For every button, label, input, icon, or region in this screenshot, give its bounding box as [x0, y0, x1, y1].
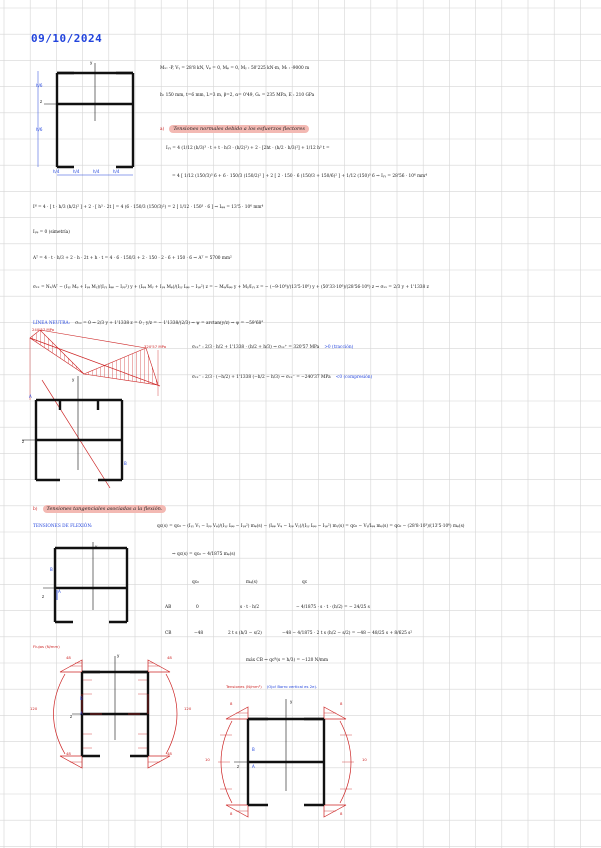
axis-y-label: y: [90, 60, 93, 65]
point-b-label: B: [124, 461, 127, 466]
point-a-label: A: [58, 589, 61, 594]
table-header: mᵩ(s): [246, 580, 258, 585]
tension-value: 10: [362, 757, 367, 762]
axis-y-label: y: [72, 377, 75, 382]
sigma-max-compression: [192, 365, 372, 381]
axis-z-label: z: [22, 439, 25, 444]
table-row-mz: 2 t s (h/3 − s/2): [228, 631, 262, 636]
section-b-heading: Tensiones tangenciales asociadas a la flexión.: [43, 505, 167, 513]
tension-value: 8: [230, 701, 233, 706]
point-b-label: B: [252, 747, 255, 752]
point-a-label: A: [80, 711, 83, 716]
table-row-mz: s · t · h/2: [240, 605, 260, 610]
point-b-label: B: [50, 567, 53, 572]
table-row-seg: CB: [165, 631, 172, 636]
date-heading: 09/10/2024: [31, 32, 103, 45]
qc-simplified: ⇒ qᴄ(s) = qᴄ₀ − 4/1875 mᵩ(s): [172, 552, 236, 557]
axis-y-label: y: [95, 544, 98, 549]
section-a-letter: a): [160, 127, 165, 132]
flexion-label: TENSIONES DE FLEXIÓN:: [33, 524, 93, 529]
stress-label-top: 240'37 MPa: [32, 327, 55, 332]
neutral-label: LÍNEA NEUTRA:: [33, 321, 71, 326]
tension-value: 8: [340, 701, 343, 706]
axis-z-label: z: [40, 99, 43, 104]
axis-z-label: z: [70, 714, 73, 719]
section-a-title: [160, 117, 309, 133]
stress-label-right: 320'57 MPa: [144, 344, 167, 349]
dim-label: h/4: [113, 169, 120, 174]
tensiones-note: (Ojo! Borro vertical es 2e).: [266, 684, 318, 689]
sigma-minus-eq: σₓₓ⁻ : 2/3 · (−h/2) + 1'1338 (−h/2 − h/3) ⇒ σₓₓ⁻ = −240'37 MPa: [192, 375, 331, 380]
axis-z-label: z: [42, 594, 45, 599]
tension-value: 10: [205, 757, 210, 762]
neutral-equation: σₓₓ = 0 ⇒ 2/3 y + 1'1338 z = 0 ; y/z = − 1'1338/(2/3) ⇒ ψ = arctan(y/z) ⇒ ψ = −59'68°: [75, 321, 264, 326]
dim-label: h/4: [93, 169, 100, 174]
table-row-seg: AB: [165, 605, 172, 610]
table-row-qc: − 4/1875 · s · t · (h/2) = − 24/25 s: [296, 605, 370, 610]
qc-formula: qᴄ(s) = qᴄ₀ − (Iᵧᵧ Vᵧ − Iᵧᵩ Vᵩ)/(Iᵧᵧ Iᵩᵩ − Iᵧᵩ²) mᵩ(s) − (Iᵩᵩ Vᵩ − Iᵧᵩ Vᵧ)/(Iᵧᵧ Iᵩᵩ − Iᵧᵩ²) mᵧ(s) = qᴄ₀ − Vᵧ/Iᵩᵩ mᵩ(s) = qᴄ₀ − (28'8·10³)/(13'5·10⁶) mᵩ(s): [157, 524, 465, 529]
tension-value: 8: [340, 811, 343, 816]
flux-value: 48: [167, 655, 172, 660]
dim-label: h/4: [53, 169, 60, 174]
section-b-letter: b): [33, 507, 38, 512]
tensiones-header: [226, 675, 317, 691]
iyz-formula: Iᵧᵩ = 0 (simetría): [33, 230, 70, 235]
axis-y-label: y: [117, 653, 120, 658]
table-row-qc: −48 − 4/1875 · 2 t s (h/2 − s/2) = −48 − 48/25 s + 8/625 s²: [282, 631, 413, 636]
table-header: qᴄ: [302, 580, 308, 585]
point-a-label: A: [29, 394, 32, 399]
dim-label: h/6: [36, 83, 43, 88]
point-a-label: A: [252, 764, 255, 769]
tension-figure: [200, 695, 375, 825]
max-cb: máx CB ⇒ qᴄᴮ(s = h/3) = −120 N/mm: [246, 658, 329, 663]
flux-value: 48: [66, 655, 71, 660]
sigma-plus-note: >0 (tracción): [324, 345, 354, 350]
flux-value: 120: [184, 706, 192, 711]
inputs-line-1: Mₓ: -P, Vᵧ = 28'8 kN, Vᵩ = 0, Mᵩ = 0, Mᵧ : 50'225 kN·m, Mₜ : -9000 m: [160, 66, 310, 71]
section-b-title: [33, 497, 166, 513]
flux-figure: [30, 650, 205, 780]
flux-value: 48: [167, 751, 172, 756]
sigma-max-tension: [192, 335, 353, 351]
table-row-qc0: 0: [196, 605, 199, 610]
tensiones-label: Tensiones (N/mm²): [226, 684, 262, 689]
dim-label: h/6: [36, 127, 43, 132]
table-header: qᴄ₀: [192, 580, 199, 585]
axis-y-label: y: [290, 699, 293, 704]
flujos-label: Flujos (N/mm): [33, 644, 60, 649]
sigma-minus-note: <0 (compresión): [335, 375, 373, 380]
flux-value: 48: [66, 751, 71, 756]
flux-value: 120: [30, 706, 38, 711]
iyy-numeric: = 4 [ 1/12 (150/3)³ 6 + 6 · 150/3 (150/2)² ] + 2 [ 2 · 150 · 6 (150/3 + 150/6)² ] + 1/12 (150)³ 6 ⇒ Iᵧᵧ = 28'56 · 10⁶ mm⁴: [172, 174, 427, 179]
sigma-plus-eq: σₓₓ⁺ : 2/3 · h/2 + 1'1338 · (h/2 + h/3) ⇒ σₓₓ⁺ = 320'57 MPa: [192, 345, 320, 350]
tension-value: 8: [230, 811, 233, 816]
izz-formula: Iᶠᶠ = 4 · [ t · h/3 (h/2)² ] + 2 · [ h³ · 2t ] = 4 (6 · 150/3 (150/3)²) = 2 [ 1/12 · 150³ · 6 ] ⇒ Iᵩᵩ = 13'5 · 10⁶ mm⁴: [33, 205, 264, 210]
iyy-formula: Iᵧᵧ = 4 (1/12 (h/3)³ · t + t · h/3 · (h/2)²) + 2 · [2ht · (h/2 · h/3)²] + 1/12 h³ t =: [166, 146, 330, 151]
cross-section-figure-top: [30, 55, 150, 175]
cross-section-figure-middle: [35, 540, 135, 630]
inputs-line-2: h: 150 mm, t=6 mm, L=3 m, β=2, α= 0'49, Gₑ = 235 MPa, E : 210 GPa: [160, 93, 315, 98]
area-formula: Aᵀ = 4 · t · h/3 + 2 · h · 2t + h · t = 4 · 6 · 150/3 + 2 · 150 · 2 · 6 + 150 · 6 ⇒ Aᵀ = 5700 mm²: [33, 256, 232, 261]
sigma-formula: σₓₓ = Nₓ/Aᵀ − (Iᵧᵧ Mᵩ + Iᵧᵩ Mᵧ)/(Iᵧᵧ Iᵩᵩ − Iᵧᵩ²) y + (Iᵩᵩ Mᵧ + Iᵧᵩ Mᵩ)/(Iᵧᵧ Iᵩᵩ − Iᵧᵩ²) z = − Mᵩ/Iᵩᵩ y + Mᵧ/Iᵧᵧ z = − (−9·10⁶)/(13'5·10⁶) y + (50'33·10⁶)/(28'56·10⁶) z ⇒ σₓₓ = 2/3 y + 1'1338 z: [33, 285, 429, 290]
dim-label: h/4: [73, 169, 80, 174]
section-a-heading: Tensiones normales debido a los esfuerzos flectores: [169, 125, 309, 133]
table-row-qc0: −48: [194, 631, 204, 636]
axis-z-label: z: [237, 764, 240, 769]
point-b-label: B: [80, 696, 83, 701]
